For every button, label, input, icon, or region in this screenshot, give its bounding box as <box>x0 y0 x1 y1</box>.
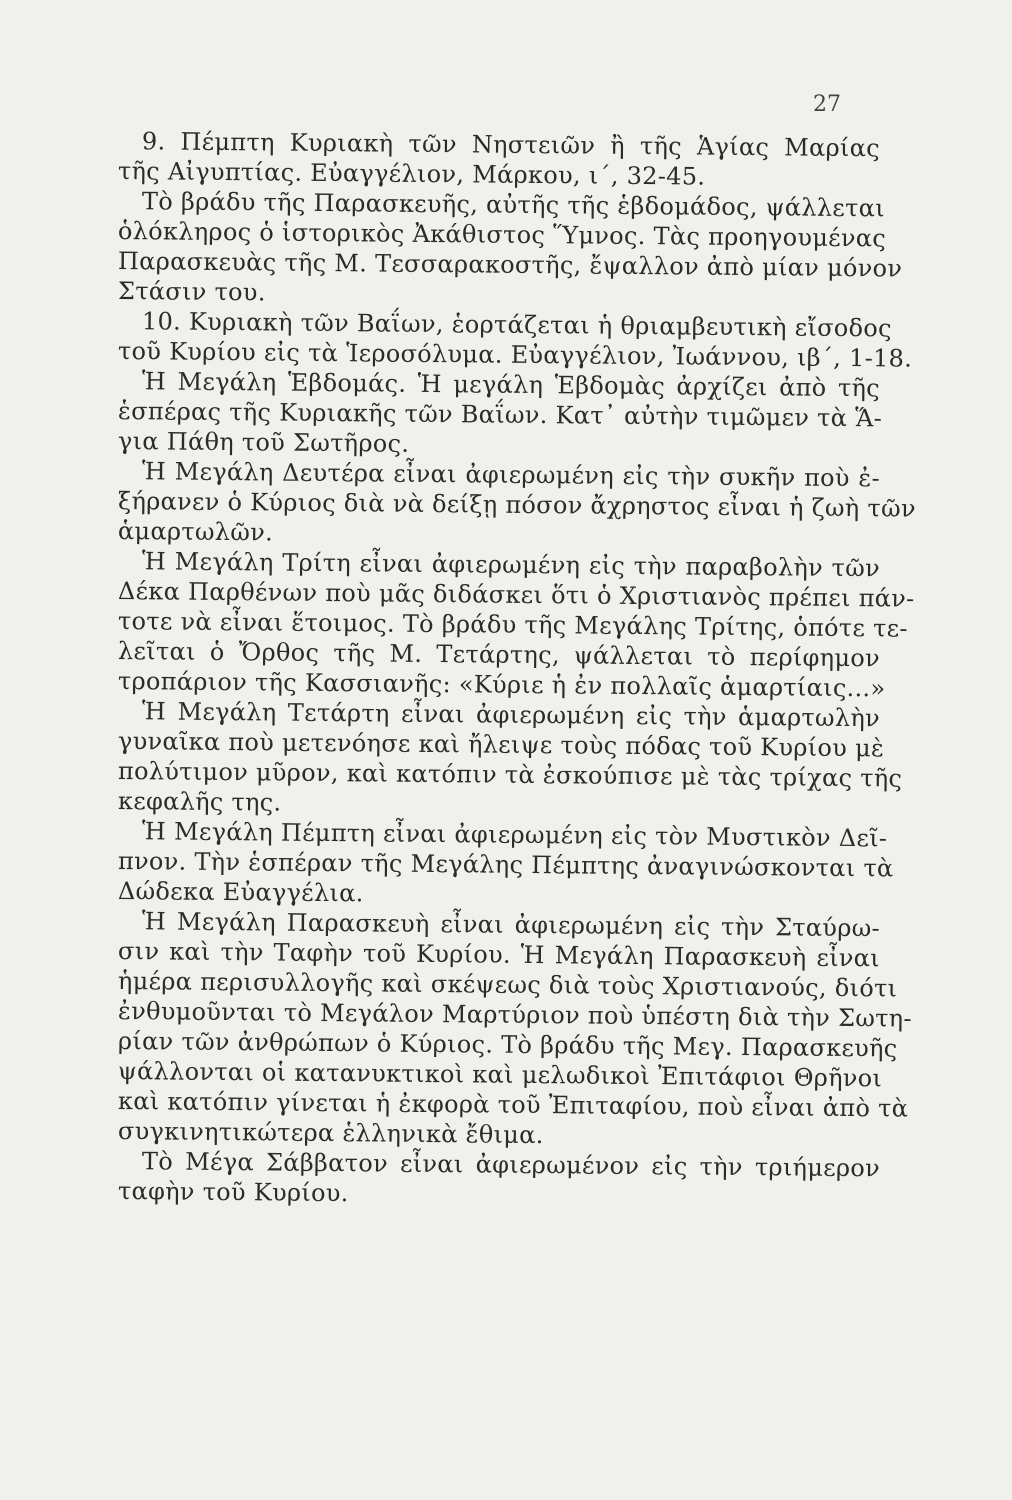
text-line: Τὸ βράδυ τῆς Παρασκευῆς, αὐτῆς τῆς ἑβδομάδος, ψάλλεται <box>141 187 886 223</box>
text-line: σιν καὶ τὴν Ταφὴν τοῦ Κυρίου. Ἡ Μεγάλη Παρασκευὴ εἶναι <box>117 937 881 973</box>
page-number: 27 <box>813 92 841 117</box>
text-line: ἡμέρα περισυλλογῆς καὶ σκέψεως διὰ τοὺς Χριστιανούς, διότι <box>117 967 898 1003</box>
text-line: ψάλλονται οἱ κατανυκτικοὶ καὶ μελωδικοὶ Ἐπιτάφιοι Θρῆνοι <box>117 1057 883 1093</box>
text-line: πνον. Τὴν ἑσπέραν τῆς Μεγάλης Πέμπτης ἀναγινώσκονται τὰ <box>117 847 894 883</box>
text-line: τροπάριον τῆς Κασσιανῆς: «Κύριε ἡ ἐν πολλαῖς ἁμαρτίαις...» <box>117 667 886 703</box>
text-line: για Πάθη τοῦ Σωτῆρος. <box>117 427 410 458</box>
text-line: ξήρανεν ὁ Κύριος διὰ νὰ δείξῃ πόσον ἄχρηστος εἶναι ἡ ζωὴ τῶν <box>117 487 916 523</box>
text-line: Στάσιν του. <box>117 277 266 307</box>
text-line: Παρασκευὰς τῆς Μ. Τεσσαρακοστῆς, ἔψαλλον ἀπὸ μίαν μόνον <box>117 247 903 283</box>
text-line: ρίαν τῶν ἀνθρώπων ὁ Κύριος. Τὸ βράδυ τῆς Μεγ. Παρασκευῆς <box>117 1027 898 1063</box>
text-line: ταφὴν τοῦ Κυρίου. <box>117 1177 349 1208</box>
text-line: Ἡ Μεγάλη Δευτέρα εἶναι ἀφιερωμένη εἰς τὴν συκῆν ποὺ ἐ- <box>141 457 881 493</box>
text-line: Δώδεκα Εὐαγγέλια. <box>117 877 364 908</box>
text-line: κεφαλῆς της. <box>117 787 282 817</box>
text-line: 9. Πέμπτη Κυριακὴ τῶν Νηστειῶν ἢ τῆς Ἁγίας Μαρίας <box>141 127 881 163</box>
text-line: 10. Κυριακὴ τῶν Βαΐων, ἑορτάζεται ἡ θριαμβευτικὴ εἴσοδος <box>141 307 892 343</box>
text-line: γυναῖκα ποὺ μετενόησε καὶ ἤλειψε τοὺς πόδας τοῦ Κυρίου μὲ <box>117 727 885 763</box>
body-text <box>117 126 916 1208</box>
text-line: Τὸ Μέγα Σάββατον εἶναι ἀφιερωμένον εἰς τὴν τριήμερον <box>141 1147 881 1183</box>
text-line: συγκινητικώτερα ἑλληνικὰ ἔθιμα. <box>117 1117 544 1150</box>
text-line: πολύτιμον μῦρον, καὶ κατόπιν τὰ ἐσκούπισε μὲ τὰς τρίχας τῆς <box>117 757 903 793</box>
text-line: τοτε νὰ εἶναι ἕτοιμος. Τὸ βράδυ τῆς Μεγάλης Τρίτης, ὁπότε τε- <box>117 607 908 643</box>
text-line: λεῖται ὁ Ὄρθος τῆς Μ. Τετάρτης, ψάλλεται τὸ περίφημον <box>117 637 881 673</box>
text-line: τῆς Αἰγυπτίας. Εὐαγγέλιον, Μάρκου, ι΄, 32-45. <box>117 157 706 191</box>
text-line: Ἡ Μεγάλη Τετάρτη εἶναι ἀφιερωμένη εἰς τὴν ἁμαρτωλὴν <box>141 697 881 733</box>
text-line: τοῦ Κυρίου εἰς τὰ Ἱεροσόλυμα. Εὐαγγέλιον, Ἰωάννου, ιβ΄, 1-18. <box>117 337 913 373</box>
text-line: Ἡ Μεγάλη Παρασκευὴ εἶναι ἀφιερωμένη εἰς τὴν Σταύρω- <box>141 907 881 943</box>
text-line: Δέκα Παρθένων ποὺ μᾶς διδάσκει ὅτι ὁ Χριστιανὸς πρέπει πάν- <box>117 577 915 613</box>
text-line: ἐνθυμοῦνται τὸ Μεγάλον Μαρτύριον ποὺ ὑπέστη διὰ τὴν Σωτη- <box>117 997 912 1033</box>
text-line: καὶ κατόπιν γίνεται ἡ ἐκφορὰ τοῦ Ἐπιταφίου, ποὺ εἶναι ἀπὸ τὰ <box>117 1087 909 1123</box>
text-line: Ἡ Μεγάλη Ἑβδομάς. Ἡ μεγάλη Ἑβδομὰς ἀρχίζει ἀπὸ τῆς <box>141 367 881 403</box>
text-line: ἑσπέρας τῆς Κυριακῆς τῶν Βαΐων. Κατ᾽ αὐτὴν τιμῶμεν τὰ Ἅ- <box>117 397 883 433</box>
text-line: Ἡ Μεγάλη Τρίτη εἶναι ἀφιερωμένη εἰς τὴν παραβολὴν τῶν <box>141 547 881 583</box>
text-line: Ἡ Μεγάλη Πέμπτη εἶναι ἀφιερωμένη εἰς τὸν Μυστικὸν Δεῖ- <box>141 817 888 853</box>
text-line: ὁλόκληρος ὁ ἱστορικὸς Ἀκάθιστος Ὕμνος. Τὰς προηγουμένας <box>117 217 887 253</box>
text-line: ἁμαρτωλῶν. <box>117 517 274 547</box>
